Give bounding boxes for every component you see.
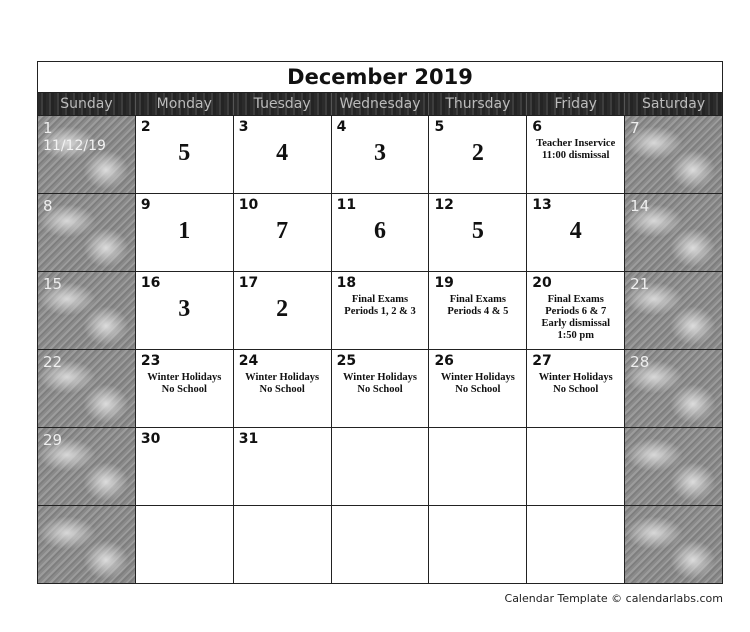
day-number: 26 bbox=[434, 353, 454, 369]
day-cell bbox=[527, 116, 625, 193]
weekday-friday: Friday bbox=[527, 93, 625, 115]
day-number: 28 bbox=[630, 353, 650, 371]
day-cell bbox=[332, 506, 430, 583]
day-rotation-number: 4 bbox=[276, 140, 289, 166]
week-row bbox=[38, 272, 722, 350]
day-rotation-number: 1 bbox=[178, 218, 191, 244]
day-number: 24 bbox=[238, 353, 259, 369]
day-number: 12 bbox=[434, 197, 454, 213]
day-rotation-number: 5 bbox=[471, 218, 484, 244]
day-number: 6 bbox=[532, 119, 543, 135]
week-row bbox=[38, 350, 722, 428]
day-cell bbox=[332, 350, 430, 427]
day-rotation-number: 4 bbox=[569, 218, 582, 244]
calendar-title: December 2019 bbox=[38, 62, 722, 93]
weekday-wednesday: Wednesday bbox=[332, 93, 430, 115]
day-cell bbox=[527, 428, 625, 505]
day-number: 30 bbox=[140, 431, 161, 447]
day-number: 7 bbox=[630, 119, 640, 137]
day-cell bbox=[332, 272, 430, 349]
weekday-header bbox=[38, 93, 722, 116]
day-number: 9 bbox=[140, 197, 151, 213]
day-cell bbox=[234, 272, 332, 349]
day-cell bbox=[234, 428, 332, 505]
day-cell bbox=[527, 272, 625, 349]
day-rotation-number: 5 bbox=[178, 140, 191, 166]
day-rotation-number: 3 bbox=[374, 140, 386, 166]
day-number: 22 bbox=[43, 353, 63, 371]
day-cell bbox=[625, 194, 722, 271]
day-cell bbox=[429, 506, 527, 583]
day-cell bbox=[136, 116, 234, 193]
day-number: 21 bbox=[630, 275, 650, 293]
day-number: 10 bbox=[238, 197, 259, 213]
day-rotation-number: 2 bbox=[276, 296, 289, 322]
day-number: 18 bbox=[336, 275, 357, 291]
day-cell bbox=[38, 116, 136, 193]
day-cell bbox=[332, 428, 430, 505]
day-number: 1 bbox=[43, 119, 53, 137]
day-number: 17 bbox=[238, 275, 259, 291]
day-cell bbox=[625, 506, 722, 583]
day-event-note: Final Exams Periods 4 & 5 bbox=[447, 294, 509, 317]
day-number: 14 bbox=[630, 197, 650, 215]
day-number: 11 bbox=[336, 197, 357, 213]
day-number: 27 bbox=[532, 353, 552, 369]
day-cell bbox=[38, 428, 136, 505]
day-cell bbox=[429, 350, 527, 427]
day-event-note: Winter Holidays No School bbox=[147, 372, 222, 395]
day-cell bbox=[625, 428, 722, 505]
day-cell bbox=[38, 350, 136, 427]
day-number: 29 bbox=[43, 431, 63, 449]
day-cell bbox=[38, 194, 136, 271]
day-cell bbox=[527, 194, 625, 271]
week-row bbox=[38, 506, 722, 583]
day-cell bbox=[136, 350, 234, 427]
day-number: 19 bbox=[434, 275, 454, 291]
week-row bbox=[38, 194, 722, 272]
footer-credit: Calendar Template © calendarlabs.com bbox=[504, 592, 723, 605]
day-cell bbox=[136, 506, 234, 583]
day-cell bbox=[429, 272, 527, 349]
day-event-note: Teacher Inservice 11:00 dismissal bbox=[536, 138, 616, 161]
day-cell bbox=[38, 272, 136, 349]
day-cell bbox=[527, 350, 625, 427]
weekday-thursday: Thursday bbox=[429, 93, 527, 115]
day-event-note: Winter Holidays No School bbox=[343, 372, 417, 395]
day-event-note: Final Exams Periods 6 & 7 Early dismissal 1:50 pm bbox=[541, 294, 610, 341]
day-event-note: Final Exams Periods 1, 2 & 3 bbox=[344, 294, 416, 317]
weekday-sunday: Sunday bbox=[38, 93, 136, 115]
day-cell bbox=[625, 272, 722, 349]
day-event-note: Winter Holidays No School bbox=[245, 372, 320, 395]
day-number: 4 bbox=[336, 119, 347, 135]
calendar-grid bbox=[38, 116, 722, 583]
day-cell bbox=[429, 116, 527, 193]
day-number: 23 bbox=[140, 353, 161, 369]
day-cell bbox=[136, 428, 234, 505]
weekday-tuesday: Tuesday bbox=[234, 93, 332, 115]
week-row bbox=[38, 428, 722, 506]
day-number: 8 bbox=[43, 197, 53, 215]
day-number: 3 bbox=[238, 119, 249, 135]
day-number: 13 bbox=[532, 197, 552, 213]
day-event-note: Winter Holidays No School bbox=[538, 372, 613, 395]
day-cell bbox=[429, 194, 527, 271]
day-number: 15 bbox=[43, 275, 63, 293]
day-number: 2 bbox=[140, 119, 151, 135]
day-cell bbox=[234, 506, 332, 583]
day-rotation-number: 6 bbox=[374, 218, 386, 244]
day-cell bbox=[136, 272, 234, 349]
day-rotation-number: 7 bbox=[276, 218, 289, 244]
day-rotation-number: 2 bbox=[471, 140, 484, 166]
day-number: 20 bbox=[532, 275, 552, 291]
week-row bbox=[38, 116, 722, 194]
day-cell bbox=[527, 506, 625, 583]
day-number: 31 bbox=[238, 431, 259, 447]
day-number: 16 bbox=[140, 275, 161, 291]
day-cell bbox=[234, 350, 332, 427]
weekday-monday: Monday bbox=[136, 93, 234, 115]
day-cell bbox=[38, 506, 136, 583]
day-rotation-number: 3 bbox=[178, 296, 191, 322]
day-event-note: Winter Holidays No School bbox=[440, 372, 515, 395]
day-cell bbox=[625, 350, 722, 427]
day-cell bbox=[234, 116, 332, 193]
day-cell bbox=[625, 116, 722, 193]
day-cell bbox=[332, 116, 430, 193]
calendar bbox=[37, 61, 723, 584]
day-cell bbox=[234, 194, 332, 271]
day-date-note: 11/12/19 bbox=[43, 138, 106, 154]
day-cell bbox=[429, 428, 527, 505]
weekday-saturday: Saturday bbox=[625, 93, 722, 115]
day-number: 5 bbox=[434, 119, 445, 135]
day-number: 25 bbox=[336, 353, 357, 369]
day-cell bbox=[332, 194, 430, 271]
day-cell bbox=[136, 194, 234, 271]
